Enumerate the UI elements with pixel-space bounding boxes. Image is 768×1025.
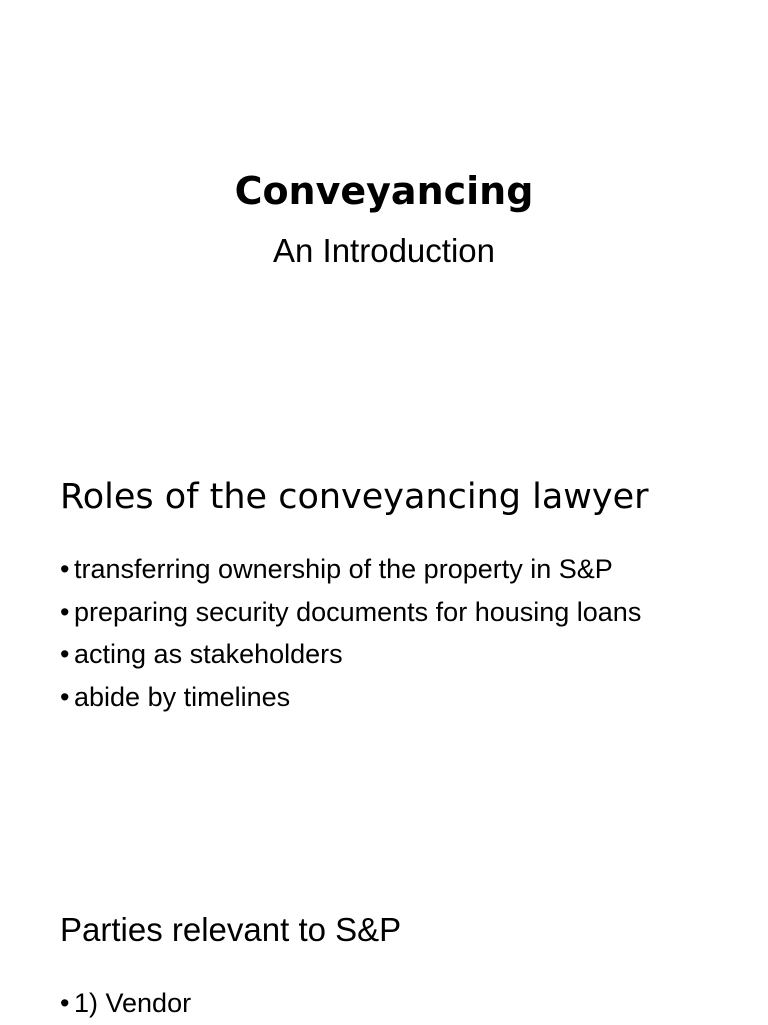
roles-list-item xyxy=(60,633,641,676)
parties-list-item-text: 1) Vendor xyxy=(74,988,192,1018)
bullet-icon: • xyxy=(60,988,70,1018)
roles-list-item-text: preparing security documents for housing loans xyxy=(74,596,642,627)
roles-list-item xyxy=(60,548,641,591)
roles-heading: Roles of the conveyancing lawyer xyxy=(60,477,649,517)
bullet-icon: • xyxy=(60,596,70,627)
roles-list-item-text: transferring ownership of the property in S&P xyxy=(74,554,613,584)
parties-list xyxy=(60,982,191,1025)
page-subtitle: An Introduction xyxy=(273,232,495,269)
roles-list-item xyxy=(60,676,641,719)
roles-list-item-text: abide by timelines xyxy=(74,681,291,712)
bullet-icon: • xyxy=(60,639,70,669)
roles-list-item xyxy=(60,591,641,634)
bullet-icon: • xyxy=(60,681,70,712)
bullet-icon: • xyxy=(60,554,70,584)
parties-list-item xyxy=(60,982,191,1025)
roles-list xyxy=(60,548,641,718)
roles-list-item-text: acting as stakeholders xyxy=(74,639,343,669)
parties-heading: Parties relevant to S&P xyxy=(60,911,402,948)
page-title: Conveyancing xyxy=(234,169,534,213)
